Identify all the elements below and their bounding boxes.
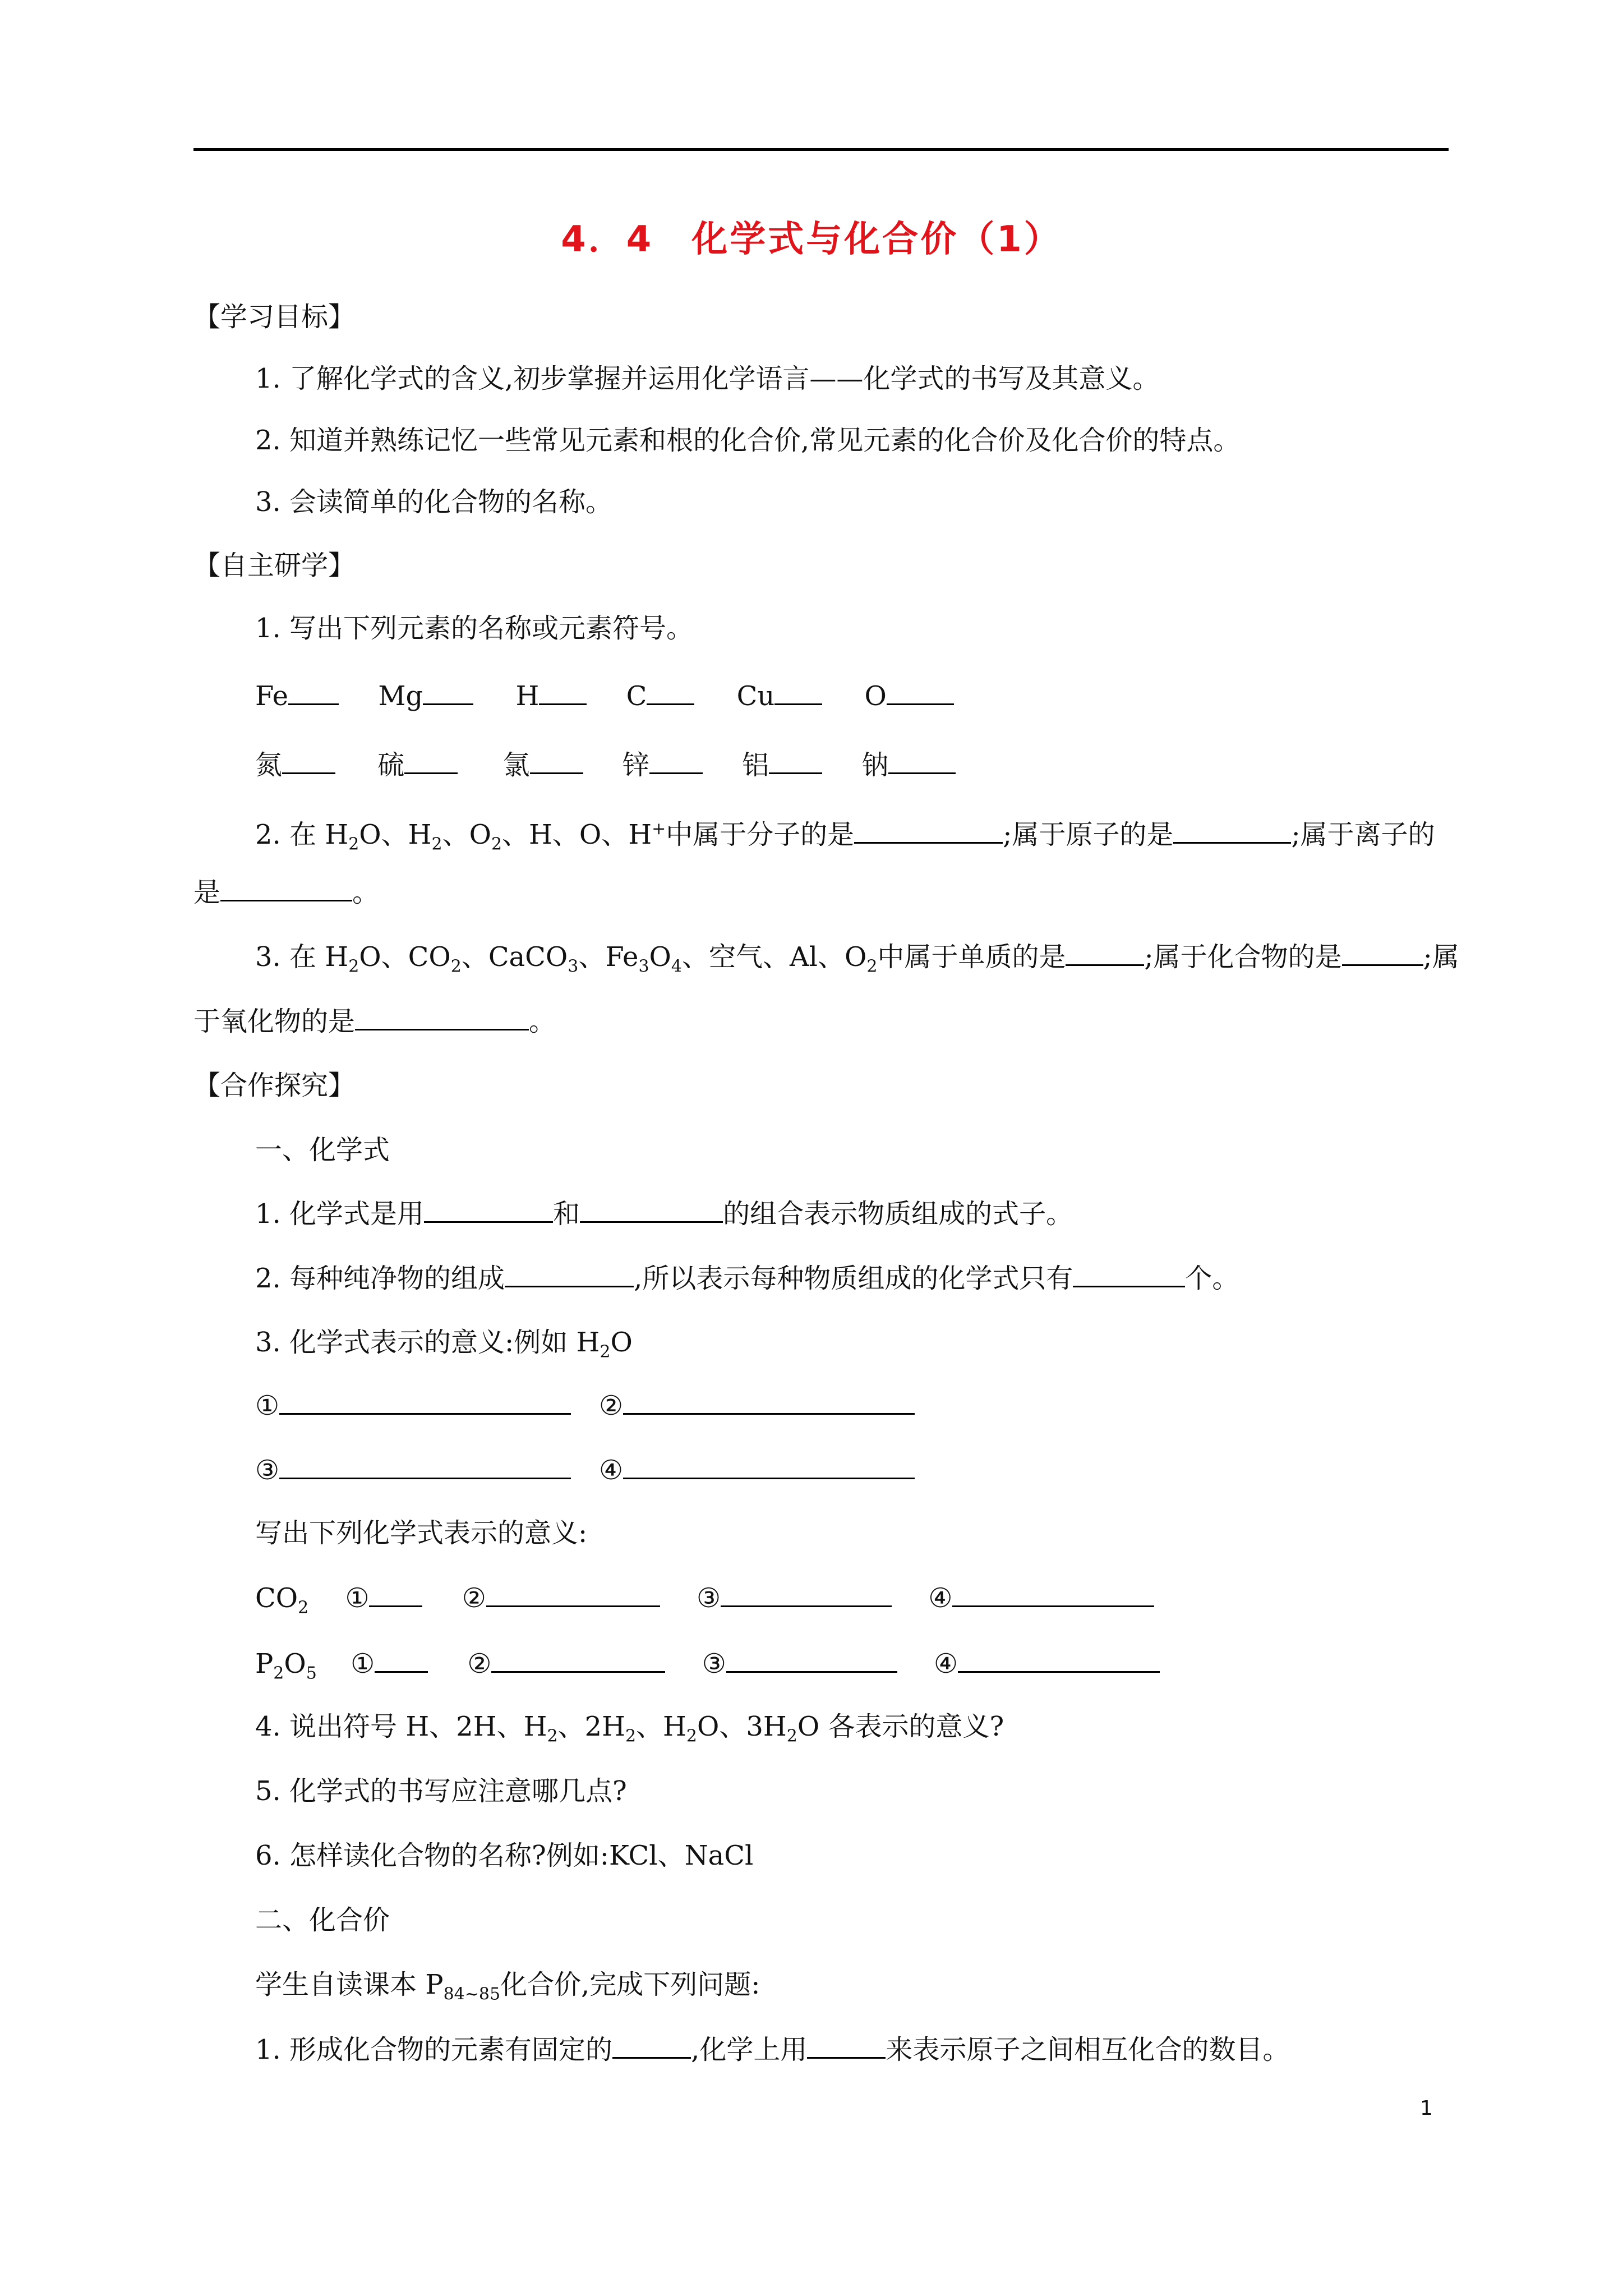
- answer-blank[interactable]: [1173, 817, 1291, 844]
- element-label: C: [626, 680, 647, 712]
- chem-formula-q5: 5. 化学式的书写应注意哪几点?: [255, 1775, 627, 1807]
- answer-blank[interactable]: [612, 2032, 691, 2059]
- answer-blank[interactable]: [539, 679, 587, 705]
- element-label: 铝: [742, 749, 769, 781]
- answer-blank[interactable]: [1342, 940, 1423, 966]
- elements-row-1: [255, 679, 954, 713]
- element-label: 钠: [861, 749, 889, 781]
- answer-blank[interactable]: [288, 679, 339, 705]
- answer-blank[interactable]: [721, 1581, 892, 1607]
- write-meaning-instruction: 写出下列化学式表示的意义:: [255, 1517, 588, 1549]
- answer-blank[interactable]: [1073, 1261, 1185, 1287]
- goal-1: 1. 了解化学式的含义,初步掌握并运用化学语言——化学式的书写及其意义。: [255, 363, 1160, 394]
- answer-blank[interactable]: [355, 1004, 529, 1030]
- section-heading-cooperative: 【合作探究】: [193, 1070, 356, 1101]
- answer-blank[interactable]: [369, 1581, 422, 1607]
- section-heading-goals: 【学习目标】: [193, 301, 356, 333]
- answer-blank[interactable]: [649, 748, 703, 774]
- answer-blank[interactable]: [580, 1197, 723, 1223]
- co2-meaning-row: $CO_2$ ① ② ③ ④: [255, 1581, 1154, 1625]
- chem-formula-q4: 4. 说出符号 H、2H、$H_2$、$2H_2$、$H_2O$、$3H_2O$ 各表示的意义?: [255, 1711, 1004, 1746]
- answer-blank[interactable]: [424, 1197, 553, 1223]
- question-2-cont: 是 。: [193, 875, 379, 909]
- answer-blank[interactable]: [854, 817, 1003, 844]
- answer-blank[interactable]: [1066, 940, 1144, 966]
- answer-blank[interactable]: [404, 748, 458, 774]
- answer-blank[interactable]: [774, 679, 822, 705]
- meaning-row-1: ① ②: [255, 1388, 915, 1423]
- elements-row-2: [255, 748, 956, 782]
- answer-blank[interactable]: [279, 1388, 571, 1415]
- answer-blank[interactable]: [491, 1646, 665, 1673]
- answer-blank[interactable]: [279, 1453, 571, 1479]
- question-3: 3. 在 $H_2O$、$CO_2$、CaCO$_3$、$Fe_3O_4$、空气、Al、$O_2$中属于单质的是 ;属于化合物的是 ;属: [255, 940, 1459, 984]
- element-label: Mg: [378, 680, 423, 712]
- answer-blank[interactable]: [375, 1646, 428, 1673]
- section-heading-self-study: 【自主研学】: [193, 550, 356, 581]
- element-label: Fe: [255, 680, 289, 712]
- element-label: H: [515, 680, 540, 712]
- answer-blank[interactable]: [282, 748, 335, 774]
- chem-formula-q2: 2. 每种纯净物的组成 ,所以表示每种物质组成的化学式只有 个。: [255, 1261, 1239, 1295]
- answer-blank[interactable]: [530, 748, 583, 774]
- answer-blank[interactable]: [623, 1388, 915, 1415]
- goal-2: 2. 知道并熟练记忆一些常见元素和根的化合价,常见元素的化合价及化合价的特点。: [255, 425, 1241, 456]
- answer-blank[interactable]: [769, 748, 822, 774]
- element-label: Cu: [736, 680, 775, 712]
- answer-blank[interactable]: [220, 875, 352, 901]
- question-1: 1. 写出下列元素的名称或元素符号。: [255, 613, 694, 644]
- answer-blank[interactable]: [623, 1453, 915, 1479]
- question-2: 2. 在 $H_2O$、$H_2$、$O_2$、H、O、H+中属于分子的是 ;属于原子的是 ;属于离子的: [255, 812, 1435, 862]
- answer-blank[interactable]: [807, 2032, 886, 2059]
- goal-3: 3. 会读简单的化合物的名称。: [255, 486, 613, 518]
- valence-q1: 1. 形成化合物的元素有固定的 ,化学上用 来表示原子之间相互化合的数目。: [255, 2032, 1289, 2067]
- element-label: 氮: [255, 749, 283, 781]
- element-label: 硫: [377, 749, 405, 781]
- part-2-heading: 二、化合价: [255, 1904, 390, 1936]
- answer-blank[interactable]: [726, 1646, 897, 1673]
- question-3-cont: 于氧化物的是 。: [193, 1004, 556, 1038]
- element-label: O: [864, 680, 887, 712]
- answer-blank[interactable]: [887, 679, 954, 705]
- self-read-instruction: 学生自读课本 $P_{84\sim 85}$化合价,完成下列问题:: [255, 1969, 760, 2004]
- part-1-heading: 一、化学式: [255, 1134, 390, 1166]
- answer-blank[interactable]: [958, 1646, 1160, 1673]
- page-number: 1: [1420, 2097, 1433, 2120]
- chem-formula-q1: 1. 化学式是用 和 的组合表示物质组成的式子。: [255, 1197, 1073, 1231]
- answer-blank[interactable]: [486, 1581, 660, 1607]
- meaning-row-2: ③ ④: [255, 1453, 915, 1487]
- answer-blank[interactable]: [505, 1261, 634, 1287]
- page-title: 4．4 化学式与化合价（1）: [561, 219, 1062, 260]
- element-label: 氯: [502, 749, 530, 781]
- answer-blank[interactable]: [647, 679, 694, 705]
- chem-formula-q6: 6. 怎样读化合物的名称?例如:KCl、NaCl: [255, 1840, 754, 1871]
- answer-blank[interactable]: [423, 679, 473, 705]
- answer-blank[interactable]: [888, 748, 956, 774]
- element-label: 锌: [622, 749, 649, 781]
- chem-formula-q3: 3. 化学式表示的意义:例如 $H_2O$: [255, 1327, 633, 1362]
- answer-blank[interactable]: [952, 1581, 1154, 1607]
- p2o5-meaning-row: $P_2O_5$ ① ② ③ ④: [255, 1646, 1160, 1691]
- header-rule: [193, 148, 1449, 151]
